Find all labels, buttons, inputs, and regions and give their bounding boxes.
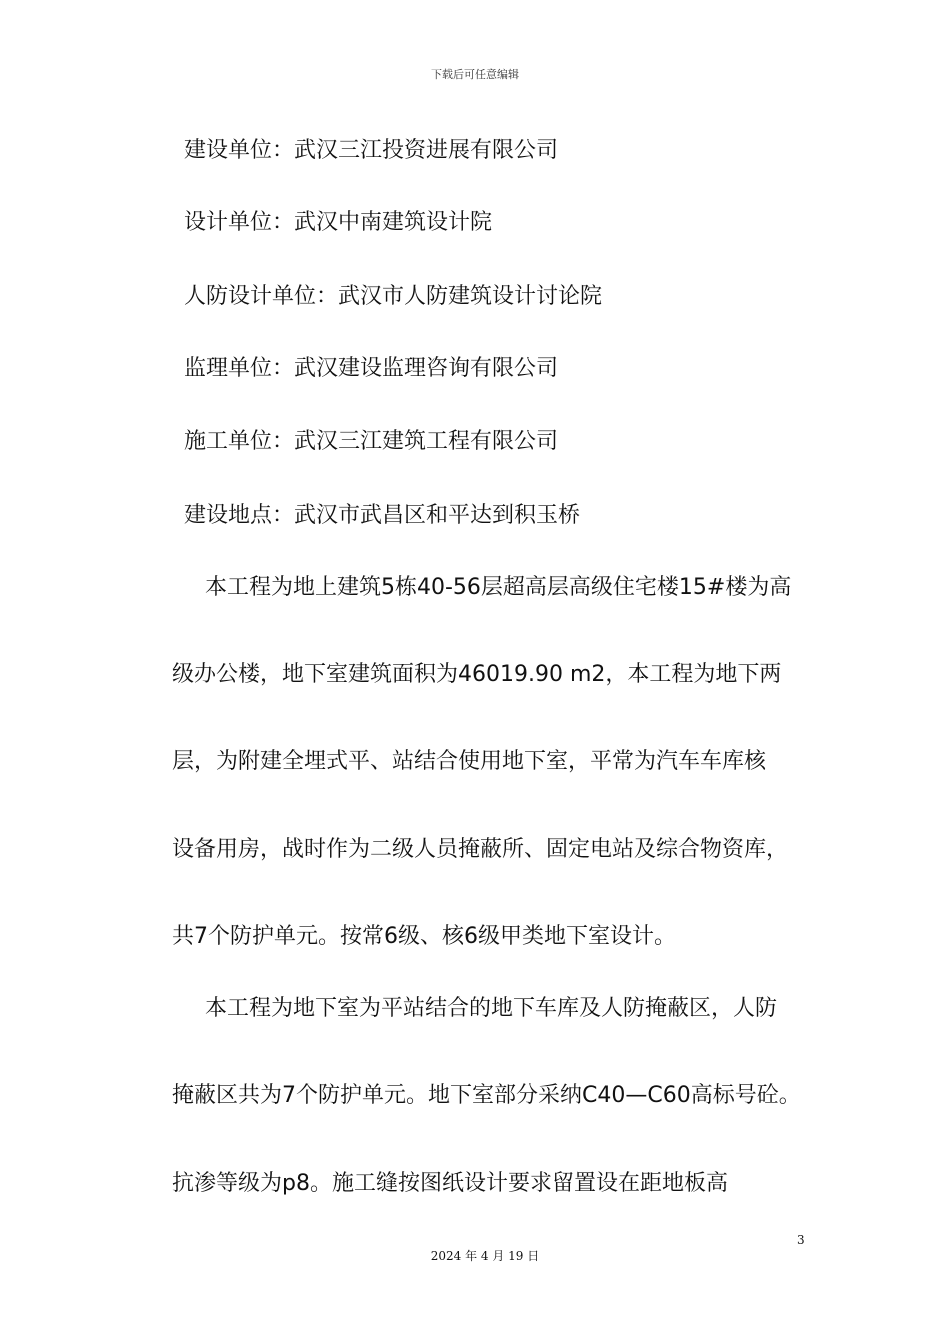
paragraph-line: 本工程为地下室为平站结合的地下车库及人防掩蔽区，人防	[205, 996, 778, 1021]
paragraph-line: 设备用房，战时作为二级人员掩蔽所、固定电站及综合物资库，	[172, 837, 789, 862]
info-design-unit: 设计单位：武汉中南建筑设计院	[184, 210, 493, 235]
paragraph-line: 本工程为地上建筑5栋40-56层超高层高级住宅楼15#楼为高	[205, 575, 792, 600]
info-supervision-unit: 监理单位：武汉建设监理咨询有限公司	[184, 356, 559, 381]
paragraph-line: 层，为附建全埋式平、站结合使用地下室，平常为汽车车库核	[172, 749, 767, 774]
paragraph-line: 级办公楼，地下室建筑面积为46019.90 m2，本工程为地下两	[172, 662, 782, 687]
paragraph-line: 掩蔽区共为7个防护单元。地下室部分采纳C40—C60高标号砼。	[172, 1083, 801, 1108]
paragraph-line: 共7个防护单元。按常6级、核6级甲类地下室设计。	[172, 924, 676, 949]
footer-date: 2024 年 4 月 19 日	[430, 1249, 540, 1263]
page-number: 3	[797, 1233, 805, 1247]
info-civil-defense-design-unit: 人防设计单位：武汉市人防建筑设计讨论院	[184, 284, 603, 309]
paragraph-line: 抗渗等级为p8。施工缝按图纸设计要求留置设在距地板高	[172, 1171, 728, 1196]
info-construction-site: 建设地点：武汉市武昌区和平达到积玉桥	[184, 503, 581, 528]
page-header: 下载后可任意编辑	[431, 68, 519, 81]
info-construction-unit: 建设单位：武汉三江投资进展有限公司	[184, 138, 559, 163]
info-contractor-unit: 施工单位：武汉三江建筑工程有限公司	[184, 429, 559, 454]
